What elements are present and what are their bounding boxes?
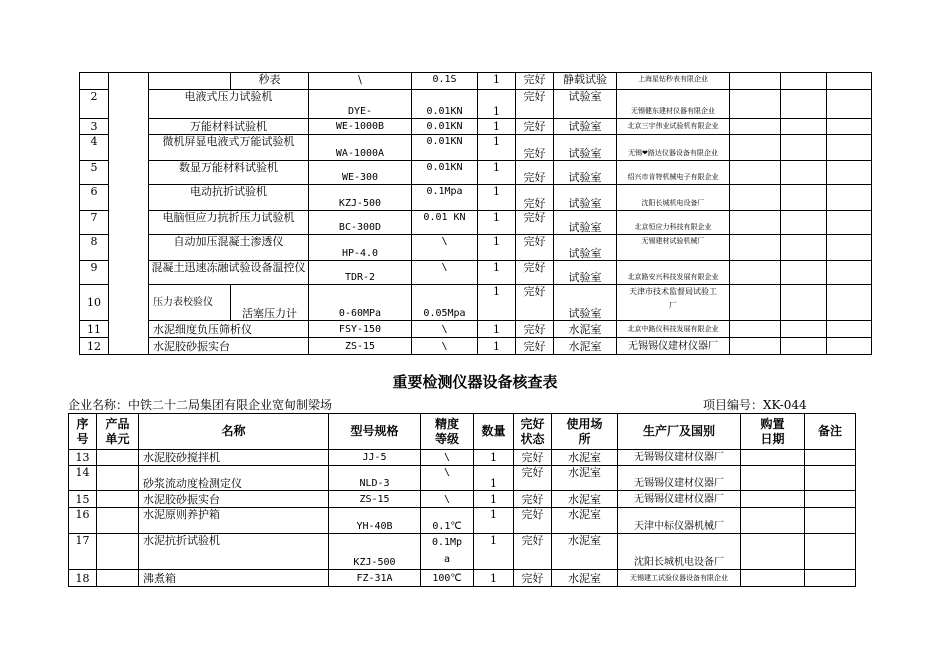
equipment-name: 秒表 (231, 73, 309, 90)
unit-cell (109, 73, 149, 355)
table-row (69, 570, 856, 587)
equipment-name: 微机屏显电液式万能试验机 (149, 135, 309, 161)
precision: 0.01 KN (412, 211, 478, 235)
usage-place: 水泥室 (552, 534, 618, 570)
page-title: 重要检测仪器设备核查表 (392, 373, 558, 391)
project-number: 项目编号：XK-044 (703, 398, 807, 412)
usage-place: 试验室 (554, 235, 617, 261)
manufacturer: 沈阳长城机电设备厂 (617, 185, 730, 211)
equipment-check-table (68, 413, 856, 587)
table-row (80, 285, 872, 321)
precision: 0.1Mpa (412, 185, 478, 211)
manufacturer: 无锡建工试验仪器设备有限企业 (618, 570, 741, 587)
model-spec: HP-4.0 (309, 235, 412, 261)
row-no: 13 (69, 450, 97, 466)
status: 完好 (516, 285, 554, 321)
status: 完好 (516, 135, 554, 161)
manufacturer: 无锡锡仪建材仪器厂 (618, 450, 741, 466)
col-remark: 备注 (805, 414, 856, 450)
usage-place: 水泥室 (552, 491, 618, 508)
usage-place: 试验室 (554, 119, 617, 135)
unit-cell (97, 534, 139, 570)
col-precision: 精度 等级 (421, 414, 474, 450)
table-row (69, 534, 856, 570)
model-spec: TDR-2 (309, 261, 412, 285)
row-no: 11 (80, 321, 109, 338)
precision: 100℃ (421, 570, 474, 587)
quantity: 1 (478, 321, 516, 338)
status: 完好 (516, 90, 554, 119)
model-spec: ZS-15 (329, 491, 421, 508)
precision: \ (421, 466, 474, 491)
table-row (80, 119, 872, 135)
row-no: 9 (80, 261, 109, 285)
row-no: 5 (80, 161, 109, 185)
usage-place: 试验室 (554, 161, 617, 185)
status: 完好 (516, 338, 554, 355)
model-spec: FSY-150 (309, 321, 412, 338)
usage-place: 试验室 (554, 135, 617, 161)
model-spec: 0-60MPa (309, 285, 412, 321)
quantity: 1 (474, 491, 514, 508)
row-no: 15 (69, 491, 97, 508)
precision: \ (412, 235, 478, 261)
precision: 0.01KN (412, 135, 478, 161)
equipment-name: 沸煮箱 (139, 570, 329, 587)
manufacturer: 无锡锡仪建材仪器厂 (617, 338, 730, 355)
status: 完好 (514, 534, 552, 570)
manufacturer: 天津中标仪器机械厂 (618, 508, 741, 534)
equipment-name: 自动加压混凝土渗透仪 (149, 235, 309, 261)
row-no (80, 73, 109, 90)
usage-place: 水泥室 (552, 450, 618, 466)
status: 完好 (516, 235, 554, 261)
quantity: 1 (474, 450, 514, 466)
quantity: 1 (474, 570, 514, 587)
quantity: 1 (478, 73, 516, 90)
status: 完好 (514, 466, 552, 491)
manufacturer: 北京路安兴科技发展有限企业 (617, 261, 730, 285)
quantity: 1 (478, 161, 516, 185)
manufacturer: 绍兴市肯特机械电子有限企业 (617, 161, 730, 185)
quantity: 1 (478, 135, 516, 161)
quantity: 1 (474, 508, 514, 534)
model-spec: KZJ-500 (309, 185, 412, 211)
model-spec: WA-1000A (309, 135, 412, 161)
manufacturer: 无锡❤路达仪器设备有限企业 (617, 135, 730, 161)
status: 完好 (514, 508, 552, 534)
table-row (69, 450, 856, 466)
row-no: 10 (80, 285, 109, 321)
manufacturer: 天津市技术监督局试验工 厂 (617, 285, 730, 321)
equipment-name: 混凝土迅速冻融试验设备温控仪 (149, 261, 309, 285)
precision: \ (421, 450, 474, 466)
col-purchase-date: 购置 日期 (741, 414, 805, 450)
precision: \ (412, 261, 478, 285)
precision: \ (412, 338, 478, 355)
col-name: 名称 (139, 414, 329, 450)
precision: \ (421, 491, 474, 508)
status: 完好 (516, 185, 554, 211)
equipment-name: 砂浆流动度检测定仪 (139, 466, 329, 491)
table-row (80, 321, 872, 338)
model-spec: KZJ-500 (329, 534, 421, 570)
precision: 0.01KN (412, 119, 478, 135)
manufacturer: 无锡锡仪建材仪器厂 (618, 491, 741, 508)
precision: 0.1Mp a (421, 534, 474, 570)
col-unit: 产品 单元 (97, 414, 139, 450)
usage-place: 静载试验 (554, 73, 617, 90)
table-row (80, 261, 872, 285)
col-no: 序 号 (69, 414, 97, 450)
status: 完好 (516, 211, 554, 235)
usage-place: 试验室 (554, 90, 617, 119)
quantity: 1 (478, 119, 516, 135)
equipment-name: 数显万能材料试验机 (149, 161, 309, 185)
row-no: 16 (69, 508, 97, 534)
row-no: 4 (80, 135, 109, 161)
table-row (80, 90, 872, 119)
model-spec: BC-300D (309, 211, 412, 235)
table-row (80, 73, 872, 90)
manufacturer: 北京恒应力科技有限企业 (617, 211, 730, 235)
quantity: 1 (478, 90, 516, 119)
unit-cell (97, 491, 139, 508)
status: 完好 (514, 450, 552, 466)
company-name: 企业名称：中铁二十二局集团有限企业宽甸制梁场 (68, 398, 333, 412)
status: 完好 (516, 161, 554, 185)
usage-place: 水泥室 (552, 508, 618, 534)
row-no: 2 (80, 90, 109, 119)
equipment-name: 电脑恒应力抗折压力试验机 (149, 211, 309, 235)
precision: \ (412, 321, 478, 338)
col-model: 型号规格 (329, 414, 421, 450)
unit-cell (97, 508, 139, 534)
manufacturer: 无锡锡仪建材仪器厂 (618, 466, 741, 491)
table-row (69, 508, 856, 534)
usage-place: 试验室 (554, 285, 617, 321)
quantity: 1 (478, 211, 516, 235)
unit-cell (97, 570, 139, 587)
equipment-group: 压力表校验仪 (149, 285, 231, 321)
quantity: 1 (478, 261, 516, 285)
unit-cell (97, 450, 139, 466)
usage-place: 水泥室 (554, 338, 617, 355)
quantity: 1 (478, 338, 516, 355)
equipment-name: 万能材料试验机 (149, 119, 309, 135)
unit-cell (97, 466, 139, 491)
status: 完好 (516, 119, 554, 135)
precision: 0.01KN (412, 90, 478, 119)
manufacturer: 北京中路仪科技发展有限企业 (617, 321, 730, 338)
equipment-name: 水泥抗折试验机 (139, 534, 329, 570)
col-status: 完好 状态 (514, 414, 552, 450)
model-spec: WE-300 (309, 161, 412, 185)
precision: 0.1℃ (421, 508, 474, 534)
table-row (69, 466, 856, 491)
status: 完好 (514, 570, 552, 587)
equipment-name: 水泥原则养护箱 (139, 508, 329, 534)
row-no: 8 (80, 235, 109, 261)
quantity: 1 (474, 534, 514, 570)
manufacturer: 沈阳长城机电设备厂 (618, 534, 741, 570)
row-no: 14 (69, 466, 97, 491)
status: 完好 (514, 491, 552, 508)
equipment-name: 水泥细度负压筛析仪 (149, 321, 309, 338)
row-no: 12 (80, 338, 109, 355)
model-spec: \ (309, 73, 412, 90)
usage-place: 试验室 (554, 261, 617, 285)
table-row (80, 338, 872, 355)
usage-place: 水泥室 (554, 321, 617, 338)
status: 完好 (516, 261, 554, 285)
manufacturer: 北京三宇伟业试验机有限企业 (617, 119, 730, 135)
row-no: 7 (80, 211, 109, 235)
usage-place: 水泥室 (552, 570, 618, 587)
equipment-name: 活塞压力计 (231, 285, 309, 321)
model-spec: NLD-3 (329, 466, 421, 491)
usage-place: 水泥室 (552, 466, 618, 491)
status: 完好 (516, 321, 554, 338)
usage-place: 试验室 (554, 185, 617, 211)
model-spec: ZS-15 (309, 338, 412, 355)
row-no: 3 (80, 119, 109, 135)
equipment-name: 电液式压力试验机 (149, 90, 309, 119)
quantity: 1 (478, 185, 516, 211)
equipment-table-continued (79, 72, 872, 355)
model-spec: YH-40B (329, 508, 421, 534)
header-row (69, 414, 856, 450)
manufacturer: 无锡建材试验机械厂 (617, 235, 730, 261)
precision: 0.1S (412, 73, 478, 90)
col-place: 使用场 所 (552, 414, 618, 450)
equipment-name: 水泥胶砂振实台 (149, 338, 309, 355)
row-no: 17 (69, 534, 97, 570)
row-no: 6 (80, 185, 109, 211)
equipment-name: 电动抗折试验机 (149, 185, 309, 211)
row-no: 18 (69, 570, 97, 587)
equipment-name: 水泥胶砂搅拌机 (139, 450, 329, 466)
quantity: 1 (474, 466, 514, 491)
quantity: 1 (478, 235, 516, 261)
table-row (80, 185, 872, 211)
table-row (80, 161, 872, 185)
precision: 0.01KN (412, 161, 478, 185)
equipment-name: 水泥胶砂振实台 (139, 491, 329, 508)
table-row (80, 235, 872, 261)
col-quantity: 数量 (474, 414, 514, 450)
manufacturer: 上海星钻秒表有限企业 (617, 73, 730, 90)
model-spec: FZ-31A (329, 570, 421, 587)
status: 完好 (516, 73, 554, 90)
model-spec: JJ-5 (329, 450, 421, 466)
table-row (80, 211, 872, 235)
model-spec: DYE- (309, 90, 412, 119)
precision: 0.05Mpa (412, 285, 478, 321)
manufacturer: 无锡健东建材仪器有限企业 (617, 90, 730, 119)
table-row (80, 135, 872, 161)
usage-place: 试验室 (554, 211, 617, 235)
col-maker: 生产厂及国别 (618, 414, 741, 450)
table-row (69, 491, 856, 508)
quantity: 1 (478, 285, 516, 321)
model-spec: WE-1000B (309, 119, 412, 135)
